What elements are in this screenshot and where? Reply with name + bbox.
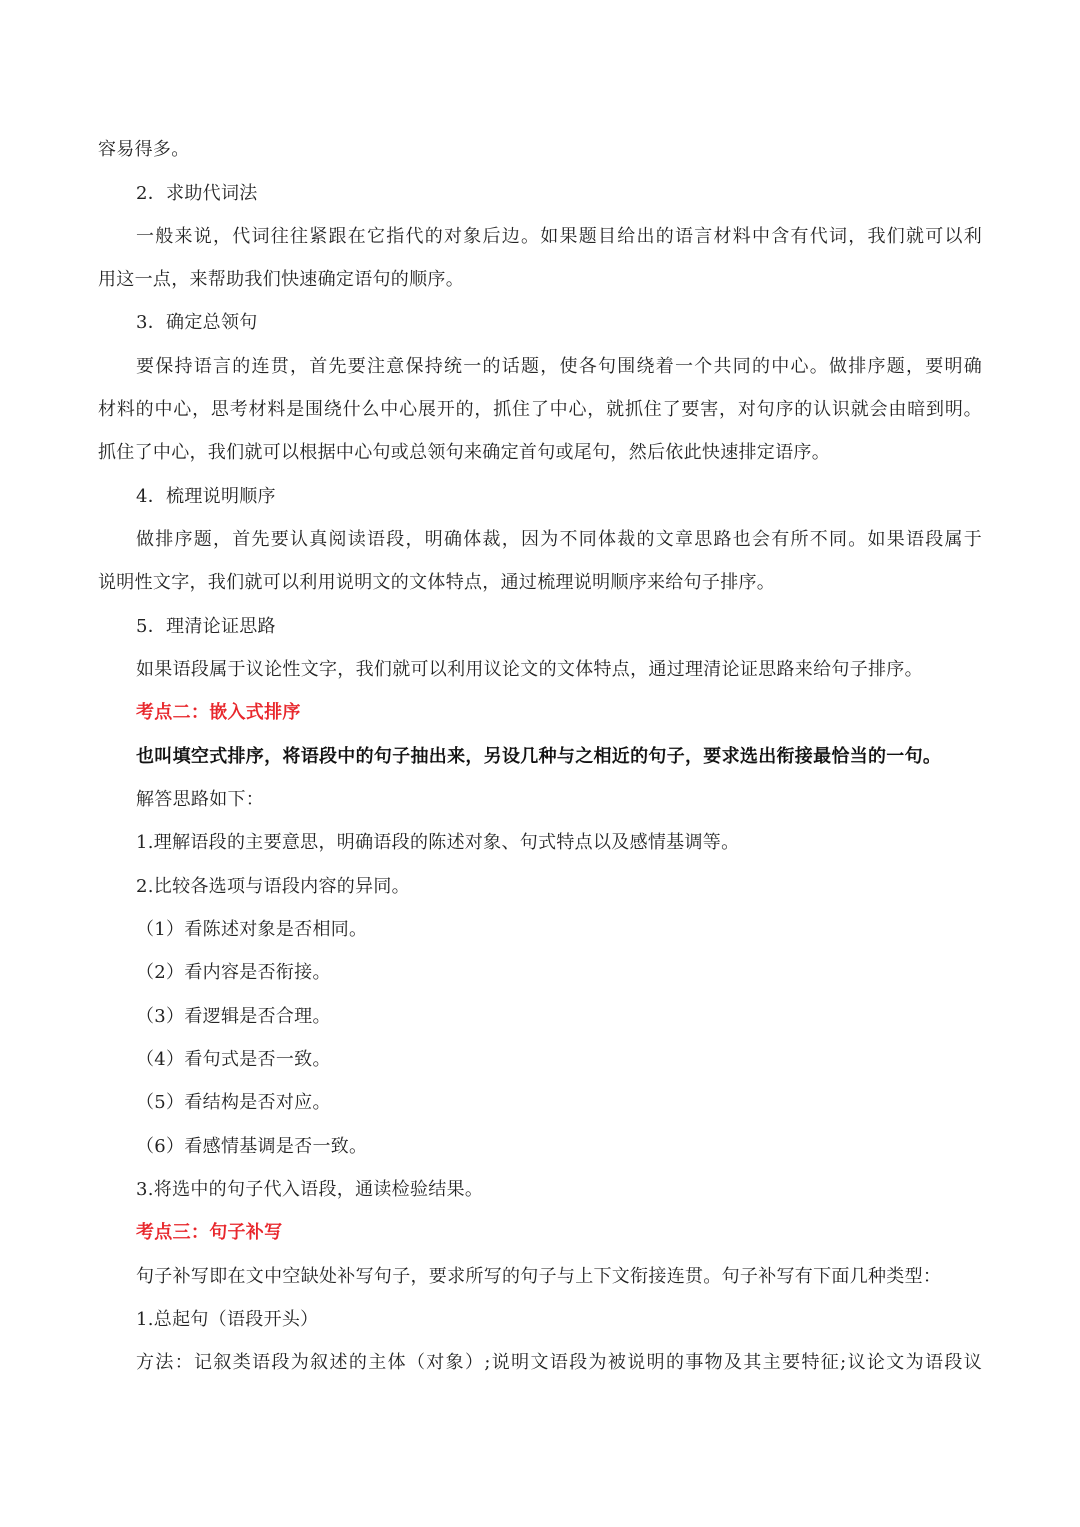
paragraph-line: 材料的中心，思考材料是围绕什么中心展开的，抓住了中心，就抓住了要害，对句序的认识就会由暗到明。	[98, 399, 982, 420]
sub-list-item: （1）看陈述对象是否相同。	[136, 919, 368, 940]
section-title: 4．梳理说明顺序	[136, 486, 276, 507]
list-item: 1.总起句（语段开头）	[136, 1309, 319, 1330]
list-item: 3.将选中的句子代入语段，通读检验结果。	[136, 1179, 484, 1200]
paragraph-line: 一般来说，代词往往紧跟在它指代的对象后边。如果题目给出的语言材料中含有代词，我们就可以利	[136, 226, 982, 247]
list-item: 2.比较各选项与语段内容的异同。	[136, 876, 410, 897]
sub-list-item: （5）看结构是否对应。	[136, 1092, 331, 1113]
paragraph-line: 抓住了中心，我们就可以根据中心句或总领句来确定首句或尾句，然后依此快速排定语序。	[98, 442, 830, 463]
paragraph-line: 说明性文字，我们就可以利用说明文的文体特点，通过梳理说明顺序来给句子排序。	[98, 572, 776, 593]
bold-definition: 也叫填空式排序，将语段中的句子抽出来，另设几种与之相近的句子，要求选出衔接最恰当的一句。	[136, 746, 942, 767]
paragraph-line: 句子补写即在文中空缺处补写句子，要求所写的句子与上下文衔接连贯。句子补写有下面几种类型：	[136, 1266, 942, 1287]
paragraph-line: 要保持语言的连贯，首先要注意保持统一的话题，使各句围绕着一个共同的中心。做排序题，要明确	[136, 356, 982, 377]
paragraph-line: 做排序题，首先要认真阅读语段，明确体裁，因为不同体裁的文章思路也会有所不同。如果语段属于	[136, 529, 982, 550]
sub-list-item: （3）看逻辑是否合理。	[136, 1006, 331, 1027]
section-title: 3．确定总领句	[136, 312, 258, 333]
paragraph-line: 方法：记叙类语段为叙述的主体（对象）;说明文语段为被说明的事物及其主要特征;议论文为语段议	[136, 1352, 982, 1373]
sub-list-item: （2）看内容是否衔接。	[136, 962, 331, 983]
sub-list-item: （4）看句式是否一致。	[136, 1049, 331, 1070]
red-heading: 考点三：句子补写	[136, 1222, 283, 1243]
paragraph-line: 解答思路如下：	[136, 789, 265, 810]
section-title: 5．理清论证思路	[136, 616, 276, 637]
red-heading: 考点二：嵌入式排序	[136, 702, 301, 723]
paragraph-line: 如果语段属于议论性文字，我们就可以利用议论文的文体特点，通过理清论证思路来给句子排序。	[136, 659, 923, 680]
paragraph-line: 用这一点，来帮助我们快速确定语句的顺序。	[98, 269, 464, 290]
paragraph-line: 容易得多。	[98, 139, 190, 160]
section-title: 2．求助代词法	[136, 183, 258, 204]
list-item: 1.理解语段的主要意思，明确语段的陈述对象、句式特点以及感情基调等。	[136, 832, 740, 853]
sub-list-item: （6）看感情基调是否一致。	[136, 1136, 368, 1157]
